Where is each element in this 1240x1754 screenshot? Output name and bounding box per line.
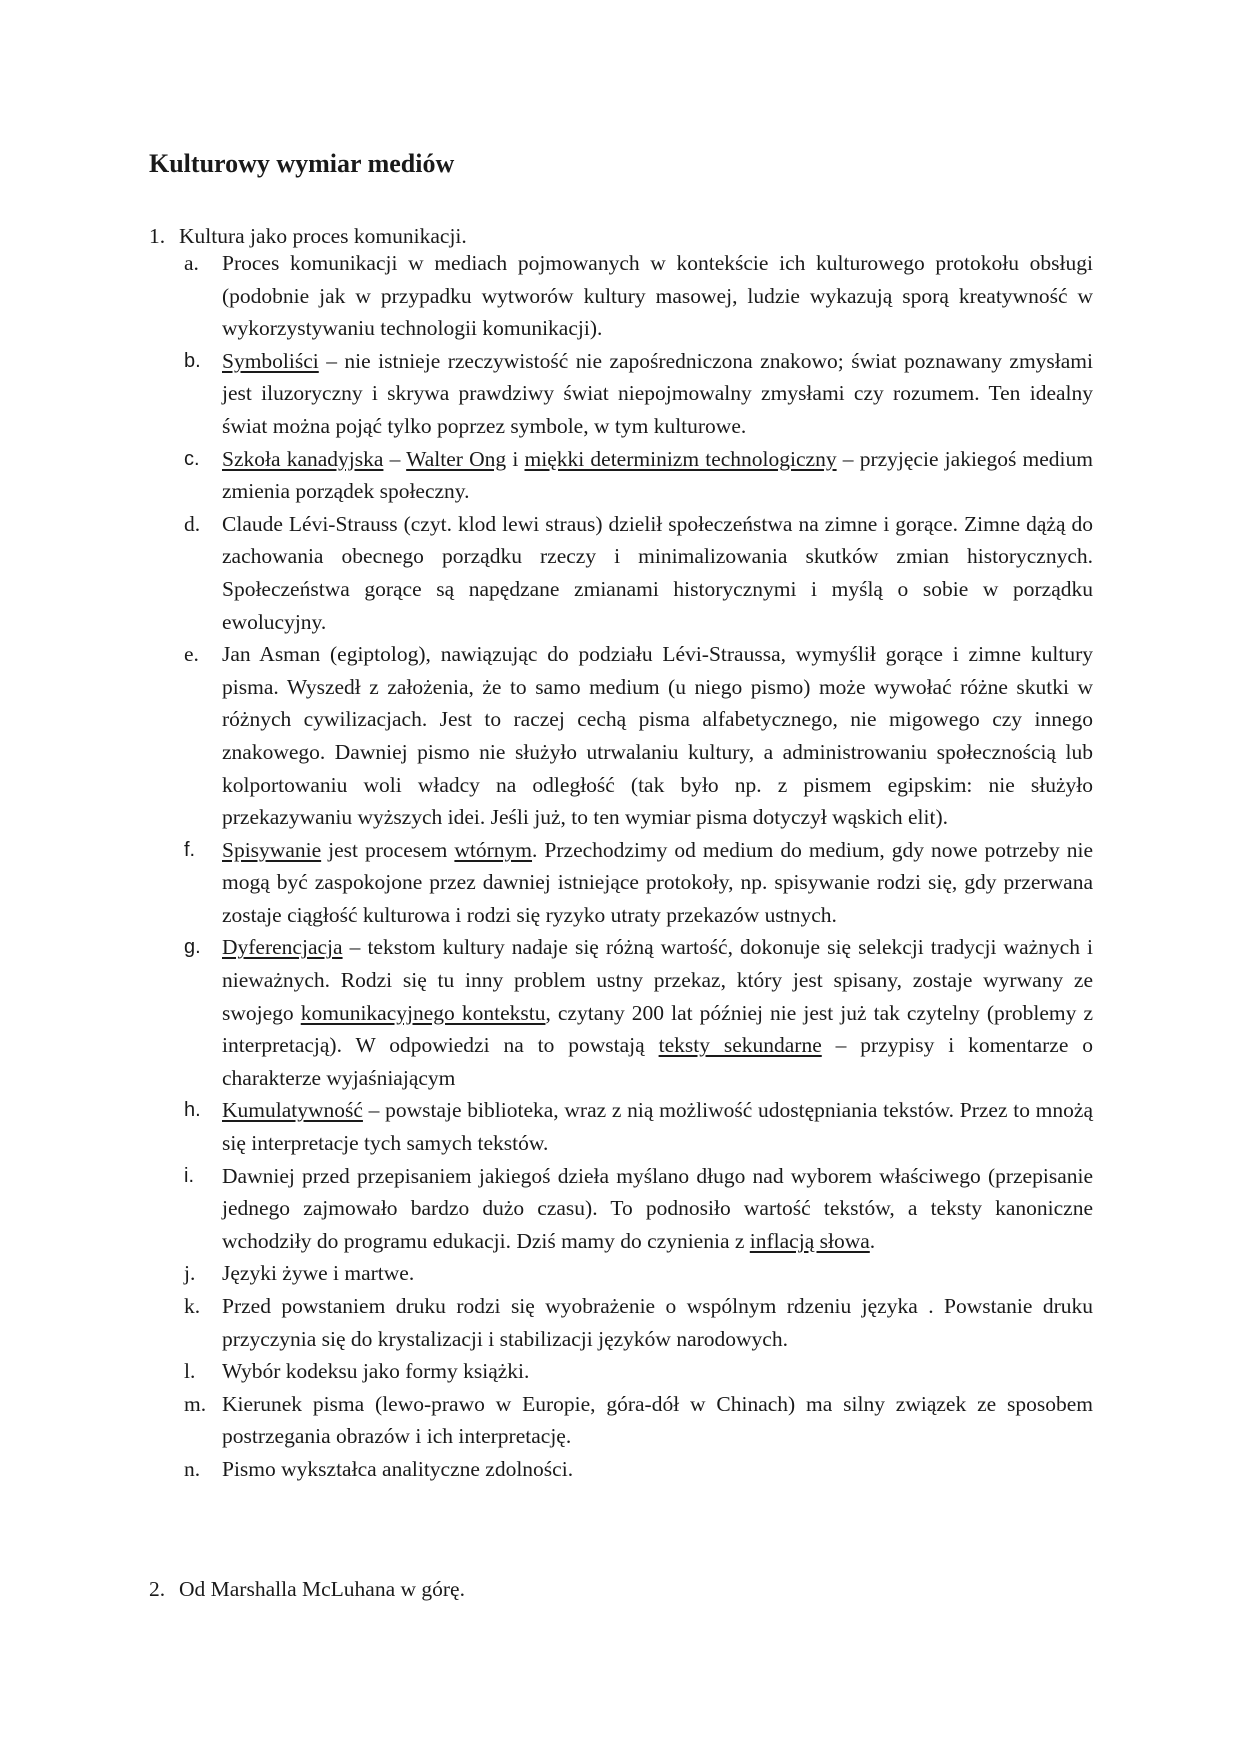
list-item [184, 1094, 1093, 1159]
text-run: Dawniej przed przepisaniem jakiegoś dzieła myślano długo nad wyborem właściwego (przepisanie jednego zajmowało bardzo dużo czasu). To podnosiło wartość tekstów, a teksty kanoniczne wchodziły do programu edukacji. Dziś mamy do czynienia z [222, 1163, 1093, 1253]
sub-item-list [184, 247, 1093, 1486]
underlined-term: Szkoła kanadyjska [222, 446, 384, 471]
list-marker: l. [184, 1359, 196, 1384]
text-run: . [869, 1228, 876, 1253]
list-marker: c. [184, 447, 200, 470]
list-marker: a. [184, 251, 199, 275]
underlined-term: Walter Ong [406, 446, 507, 471]
list-item-text [222, 1453, 1093, 1486]
list-item [184, 1290, 1093, 1355]
text-run: jest procesem [321, 837, 455, 862]
list-item-text [222, 1257, 1093, 1290]
list-item [184, 508, 1093, 638]
list-item-text [222, 1094, 1093, 1159]
list-marker: m. [184, 1391, 207, 1416]
text-run: – nie istnieje rzeczywistość nie zapośredniczona znakowo; świat poznawany zmysłami jest iluzoryczny i skrywa prawdziwy świat niepojmowalny zmysłami czy rozumem. Ten idealny świat można pojąć tylko poprzez symbole, w tym kulturowe. [222, 348, 1093, 438]
list-marker: g. [184, 936, 201, 959]
list-item-text [222, 508, 1093, 638]
text-run: – przypisy i komentarze o charakterze wyjaśniającym [222, 1033, 1094, 1090]
list-item [184, 834, 1093, 932]
section-number: 2. [149, 1577, 166, 1601]
list-marker: j. [184, 1261, 196, 1286]
list-item-text [222, 1160, 1093, 1258]
list-marker: h. [184, 1099, 201, 1122]
list-item-text [222, 247, 1093, 345]
list-item-text [222, 345, 1093, 443]
list-item [184, 345, 1093, 443]
text-run: . Przechodzimy od medium do medium, gdy nowe potrzeby nie mogą być zaspokojone przez dawniej istniejące protokoły, np. spisywanie rodzi się, gdy przerwana zostaje ciągłość kulturowa i rodzi się ryzyko utraty przekazów ustnych. [222, 837, 1093, 927]
list-item [184, 247, 1093, 345]
underlined-term: Spisywanie [222, 837, 322, 862]
text-run: Jan Asman (egiptolog), nawiązując do podziału Lévi-Straussa, wymyślił gorące i zimne kultury pisma. Wyszedł z założenia, że to samo medium (u niego pismo) może wywołać różne skutki w różnych cywilizacjach. Jest to raczej cechą pisma alfabetycznego, nie migowego czy innego znakowego. Dawniej pismo nie służyło utrwalaniu kultury, a administrowaniu społecznością lub kolportowaniu woli władcy na odległość (tak było np. z pismem egipskim: nie służyło przekazywaniu wyższych idei. Jeśli już, to ten wymiar pisma dotyczył wąskich elit). [222, 642, 1093, 830]
list-item-text [222, 1388, 1093, 1453]
document-title: Kulturowy wymiar mediów [149, 149, 455, 178]
text-run: Przed powstaniem druku rodzi się wyobrażenie o wspólnym rdzeniu języka . Powstanie druku przyczynia się do krystalizacji i stabilizacji języków narodowych. [222, 1294, 1093, 1351]
list-marker: b. [184, 349, 201, 372]
text-run: i [506, 446, 525, 471]
underlined-term: Kumulatywność [222, 1098, 363, 1123]
list-item [184, 638, 1093, 834]
list-item-text [222, 443, 1093, 508]
text-run: – przyjęcie jakiegoś medium zmienia porządek społeczny. [222, 446, 1093, 504]
section-2 [149, 1573, 1109, 1606]
list-item [184, 443, 1093, 508]
text-run: Kierunek pisma (lewo-prawo w Europie, góra-dół w Chinach) ma silny związek ze sposobem postrzegania obrazów i ich interpretację. [222, 1391, 1093, 1449]
text-run: Claude Lévi-Strauss (czyt. klod lewi straus) dzielił społeczeństwa na zimne i gorące. Zimne dążą do zachowania obecnego porządku rzeczy i minimalizowania skutków zmian historycznych. Społeczeństwa gorące są napędzane zmianami historycznymi i myślą o sobie w porządku ewolucyjny. [222, 511, 1093, 634]
text-run: Języki żywe i martwe. [222, 1261, 415, 1286]
text-run: , czytany 200 lat później nie jest już tak czytelny (problemy z interpretacją). W odpowiedzi na to powstają [222, 1000, 1093, 1058]
section-heading: Kultura jako proces komunikacji. [179, 224, 467, 248]
underlined-term: Symboliści [222, 348, 319, 373]
underlined-term: miękki determinizm technologiczny [524, 446, 837, 471]
text-run: Wybór kodeksu jako formy książki. [222, 1359, 530, 1384]
section-number: 1. [149, 224, 166, 248]
list-marker: i. [184, 1164, 194, 1187]
list-item [184, 1355, 1093, 1388]
text-run: Pismo wykształca analityczne zdolności. [222, 1456, 574, 1481]
list-item-text [222, 1290, 1093, 1355]
list-item [184, 1160, 1093, 1258]
text-run: – powstaje biblioteka, wraz z nią możliwość udostępniania tekstów. Przez to mnożą się interpretacje tych samych tekstów. [222, 1098, 1093, 1156]
underlined-term: wtórnym [454, 837, 533, 862]
list-marker: k. [184, 1294, 201, 1318]
list-item-text [222, 1355, 1093, 1388]
list-item-text [222, 931, 1093, 1094]
underlined-term: Dyferencjacja [222, 935, 343, 960]
underlined-term: inflacją słowa [749, 1228, 870, 1253]
underlined-term: teksty sekundarne [658, 1033, 822, 1058]
list-item [184, 1453, 1093, 1486]
underlined-term: komunikacyjnego kontekstu [300, 1000, 546, 1025]
text-run: Proces komunikacji w mediach pojmowanych w kontekście ich kulturowego protokołu obsługi (podobnie jak w przypadku wytworów kultury masowej, ludzie wykazują sporą kreatywność w wykorzystywaniu technologii komunikacji). [222, 251, 1093, 341]
text-run: – tekstom kultury nadaje się różną wartość, dokonuje się selekcji tradycji ważnych i nieważnych. Rodzi się tu inny problem ustny przekaz, który jest spisany, zostaje wyrwany ze swojego [222, 935, 1093, 1025]
list-item [184, 1388, 1093, 1453]
list-item-text [222, 638, 1093, 834]
text-run: – [383, 446, 407, 471]
list-marker: f. [184, 838, 196, 861]
list-marker: d. [184, 511, 201, 536]
list-marker: e. [184, 642, 199, 667]
list-item [184, 931, 1093, 1094]
section-heading: Od Marshalla McLuhana w górę. [179, 1577, 465, 1601]
list-item [184, 1257, 1093, 1290]
list-item-text [222, 834, 1093, 932]
list-marker: n. [184, 1456, 201, 1481]
